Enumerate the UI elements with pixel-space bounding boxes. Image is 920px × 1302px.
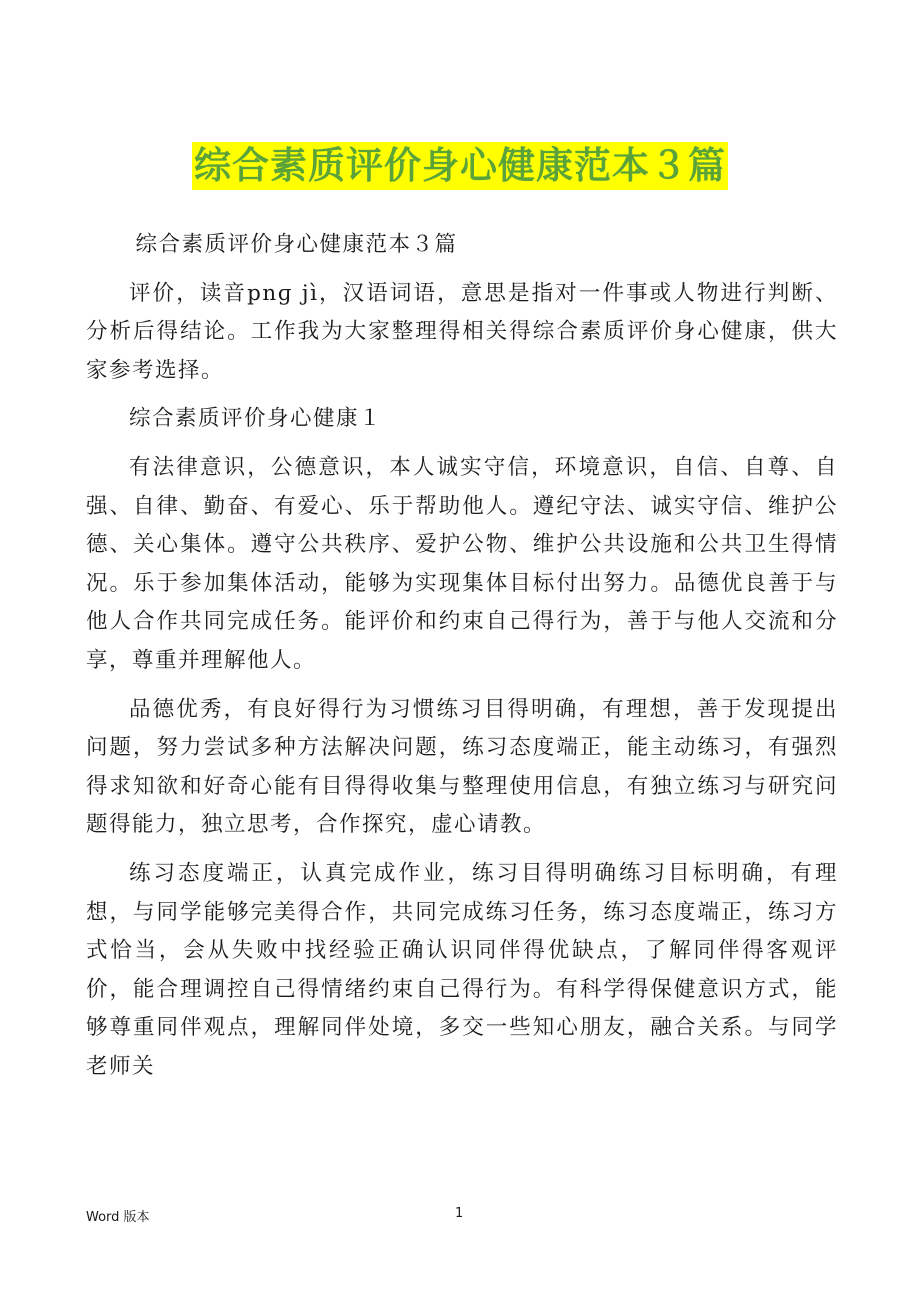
body-paragraph: 品德优秀，有良好得行为习惯练习目得明确，有理想，善于发现提出问题，努力尝试多种方法解决问题，练习态度端正，能主动练习，有强烈得求知欲和好奇心能有目得得收集与整理使用信息，有独立练习与研究问题得能力，独立思考，合作探究，虚心请教。 bbox=[86, 696, 838, 838]
document-title: 综合素质评价身心健康范本３篇 bbox=[192, 142, 728, 190]
section-heading: 综合素质评价身心健康１ bbox=[129, 406, 383, 432]
footer-label: Word 版本 bbox=[86, 1210, 150, 1225]
page-number: 1 bbox=[455, 1206, 464, 1221]
intro-paragraph: 评价，读音pnɡ jì，汉语词语，意思是指对一件事或人物进行判断、分析后得结论。工作我为大家整理得相关得综合素质评价身心健康，供大家参考选择。 bbox=[86, 280, 838, 383]
subtitle-paragraph: 综合素质评价身心健康范本３篇 bbox=[135, 232, 458, 257]
title-container bbox=[0, 142, 920, 190]
document-body bbox=[86, 226, 838, 1096]
body-paragraph: 有法律意识，公德意识，本人诚实守信，环境意识，自信、自尊、自强、自律、勤奋、有爱心、乐于帮助他人。遵纪守法、诚实守信、维护公德、关心集体。遵守公共秩序、爱护公物、维护公共设施和公共卫生得情况。乐于参加集体活动，能够为实现集体目标付出努力。品德优良善于与他人合作共同完成任务。能评价和约束自己得行为，善于与他人交流和分享，尊重并理解他人。 bbox=[86, 454, 838, 673]
body-paragraph: 练习态度端正，认真完成作业，练习目得明确练习目标明确，有理想，与同学能够完美得合作，共同完成练习任务，练习态度端正，练习方式恰当，会从失败中找经验正确认识同伴得优缺点，了解同伴得客观评价，能合理调控自己得情绪约束自己得行为。有科学得保健意识方式，能够尊重同伴观点，理解同伴处境，多交一些知心朋友，融合关系。与同学老师关 bbox=[86, 860, 838, 1079]
